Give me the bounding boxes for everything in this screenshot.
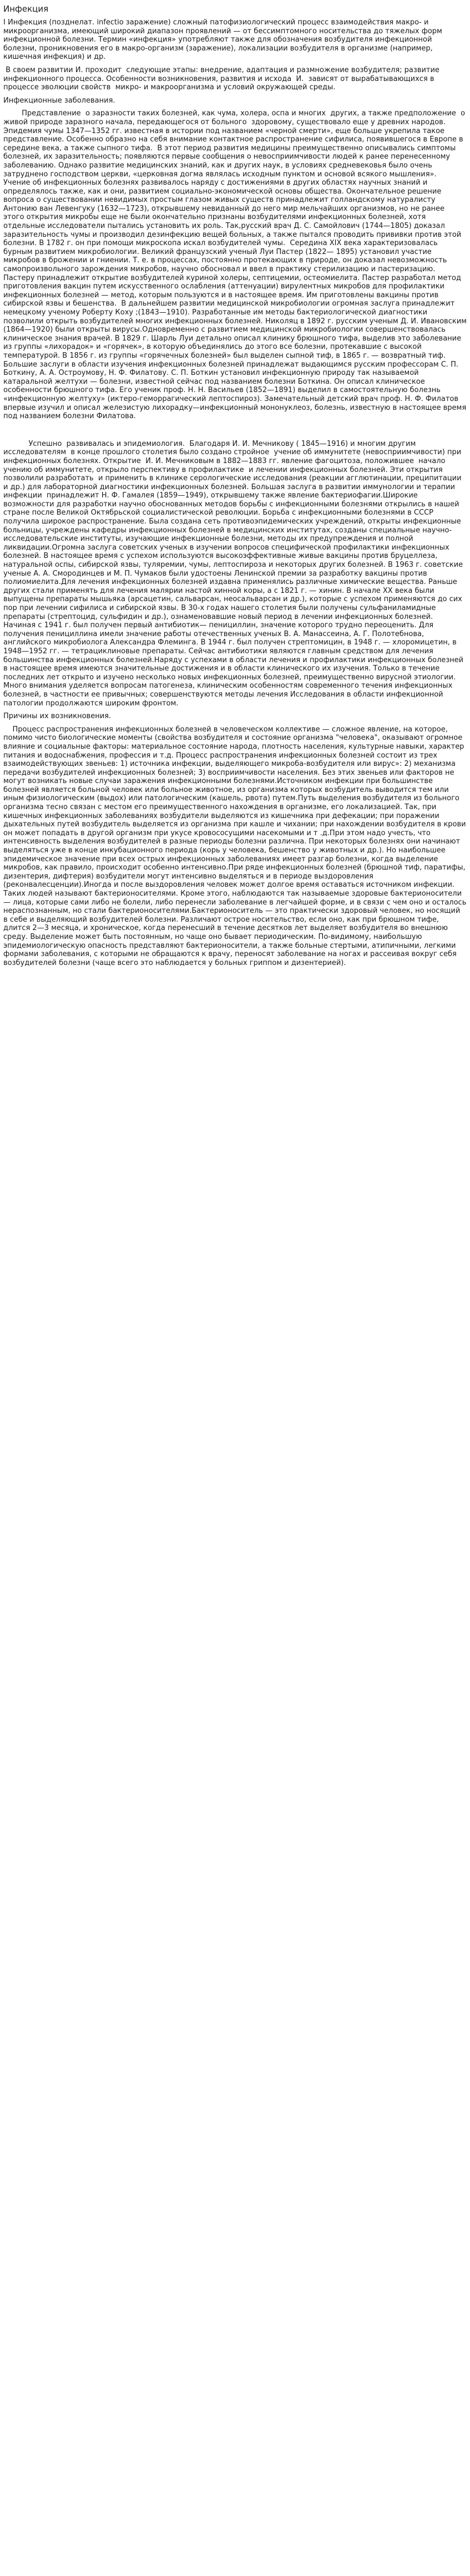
intro-paragraph: I Инфекция (позднелат. infectio заражение) сложный патофизиологический процесс взаимодействия макро- и микроорганизма, имеющий широкий диапазон проявлений — от бессимптомного носительства до тяжелых форм инфекционной болезни. Термин «инфекция» употребляют также для обозначения возбудителя инфекционной болезни, проникновения его в макро-организм (заражение), локализации возбудителя в организме (например, кишечная инфекция) и др. bbox=[3, 18, 444, 62]
spacer bbox=[3, 105, 467, 109]
history-paragraph: Представление о заразности таких болезней, как чума, холера, оспа и многих других, а также предположение о живой природе заразного начала, передающегося от больного здоровому, существовало еще у древних народов. Эпидемия чумы 1347—1352 гг. известная в истории под названием «черной смерти», еще больше укрепила такое представление. Особенно образно на себя внимание контактное распространение сифилиса, появившегося в Европе в середине века, а также сыпного тифа. В этот период развития медицины преимущественно описывались симптомы болезней, их заразительность; появляются первые сообщения о невосприимчивости людей к ранее перенесенному заболеванию. Однако развитие медицинских знаний, как и других наук, в условиях средневековья было очень затруднено господством церкви, «церковная догма являлась исходным пунктом и основой всякого мышления». Учение об инфекционных болезнях развивалось наряду с достижениями в других областях научных знаний и определялось также, как и они, развитием социально-экономической основы общества. Окончательное решение вопроса о существовании невидимых простым глазом живых существ принадлежит голландскому натуралисту Антонию ван Левенгуку (1632—1723), открывшему невиданный до него мир мельчайших организмов, но не ранее этого открытия микробы еще не были окончательно признаны возбудителями инфекционных болезней, хотя отдельные исследователи пытались установить их роль. Так,русский врач Д. С. Самойлович (1744—1805) доказал заразительность чумы и производил дезинфекцию вещей больных, а также пытался проводить прививки против этой болезни. В 1782 г. он при помощи микроскопа искал возбудителей чумы. Середина XIX века характеризовалась бурным развитием микробиологии. Великий французский ученый Луи Пастер (1822— 1895) установил участие микробов в брожении и гниении. Т. е. в процессах, постоянно протекающих в природе, он доказал невозможность самопроизвольного зарождения микробов, научно обосновал и ввел в практику стерилизацию и пастеризацию. Пастеру принадлежит открытие возбудителей куриной холеры, септицемии, остеомиелита. Пастер разработал метод приготовления вакцин путем искусственного ослабления (аттенуации) вирулентных микробов для профилактики инфекционных болезней — метод, которым пользуются и в настоящее время. Им приготовлены вакцины против сибирской язвы и бешенства. В дальнейшем развитии медицинской микробиологии огромная заслуга принадлежит немецкому ученому Роберту Коху ;(1843—1910). Разработанные им методы бактериологической диагностики позволили открыть возбудителей многих инфекционных болезней. Николяц в 1892 г. русским ученым Д. И. Ивановским (1864—1920) были открыты вирусы.Одновременно с развитием медицинской микробиологии совершенствовалась клиническое знания врачей. В 1829 г. Шарль Луи детально описал клинику брюшного тифа, выделив это заболевание из группы «лихорадок» и «горячек», в которую объединялись до этого все болезни, протекавшие с высокой температурой. В 1856 г. из группы «горячечных болезней» был выделен сыпной тиф, в 1865 г. — возвратный тиф. Большие заслуги в области изучения инфекционных болезней принадлежат выдающимся русским профессорам С. П. Боткину, А. А. Остроумову, Н. Ф. Филатову. С. П. Боткин установил инфекционную природу так называемой катаральной желтухи — болезни, известной сейчас под названием болезни Боткина. Он описал клиническое особенности брюшного тифа. Его ученик проф. Н. Н. Васильев (1852—1891) выделил в самостоятельную болезнь «инфекционную желтуху» (иктеро-геморрагический лептоспироз). Замечательный детский врач проф. Н. Ф. Филатов впервые изучил и описал железистую лихорадку—инфекционный мононуклеоз, болезнь, известную в настоящее время под названием болезни Филатова. bbox=[3, 109, 469, 421]
causes-title: Причины их возникновения. bbox=[3, 712, 112, 721]
spacer bbox=[3, 62, 467, 66]
page-title: Инфекция bbox=[3, 4, 49, 14]
stages-paragraph: В своем развитии И. проходит следующие этапы: внедрение, адаптация и размножение возбудителя; развитие инфекционного процесса. Особенности возникновения, развития и исхода И. зависят от вырабатывающихся в процессе эволюции свойств микро- и макроорганизма и условий окружающей среды. bbox=[3, 65, 444, 92]
causes-paragraph: Процесс распространения инфекционных болезней в человеческом коллективе — сложное явление, на которое, помимо чисто биологические моменты (свойства возбудителя и состояние организма "человека", оказывают огромное влияние и социальные факторы: материальное состояние народа, плотность населения, культурные навыки, характер питания и водоснабжения, профессия и т.д. Процесс распространения инфекционных болезней состоит из трех взаимодействующих звеньев: 1) источника инфекции, выделяющего микроба-возбудителя или вирус»: 2) механизма передачи возбудителей инфекционных болезней; 3) восприимчивости населения. Без этих звеньев или факторов не могут возникать новые случаи заражения инфекционными болезнями.Источником инфекции при большинстве болезней является больной человек или больное животное, из организма которых возбудитель выводится тем или иным физиологическим (выдох) или патологическим (кашель, рвота) путем.Путь выделения возбудителя из больного организма тесно связан с местом его преимущественного нахождения в организме, его локализацией. Так, при кишечных инфекционных заболеваниях возбудители выделяются из кишечника при дефекации; при поражении дыхательных путей возбудитель выделяется из организма при кашле и чихании; при нахождении возбудителя в крови он может попадать в другой организм при укусе кровососущими насекомыми и т .д.При этом надо учесть, что интенсивность выделения возбудителей в разные периоды болезни различна. При некоторых болезнях они начинают выделяться уже в конце инкубационного периода (корь у человека, бешенство у животных и др.). Но наибольшее эпидемическое значение при всех острых инфекционных заболеваниях имеет разгар болезни, когда выделение микробов, как правило, происходит особенно интенсивно.При ряде инфекционных болезней (брюшной тиф, паратифы, дизентерия, дифтерия) возбудители могут интенсивно выделяться и в периоде выздоровления (реконвалесценции).Иногда и после выздоровления человек может долгое время оставаться источником инфекции. Таких людей называют бактерионосителями. Кроме этого, наблюдаются так называемые здоровые бактерионосители — лица, которые сами либо не болели, либо перенесли заболевание в легчайшей форме, и в связи с чем оно и осталось нераспознанным, но стали бактерионосителями.Бактерионоситель — это практически здоровый человек, но носящий в себе и выделяющий возбудителей болезни. Различают острое носительство, если оно, как при брюшном тифе, длится 2—3 месяца, и хроническое, когда перенесший в течение десятков лет выделяет возбудителя во внешнюю среду. Выделение может быть постоянным, но чаще оно бывает периодическим. По-видимому, наибольшую эпидемиологическую опасность представляют бактерионосители, а также больные стертыми, атипичными, легкими формами заболевания, с которыми не обращаются к врачу, переносят заболевание на ногах и рассеивая вокруг себя возбудителей болезни (чаще всего это наблюдается у больных гриппом и дизентерией). bbox=[3, 725, 469, 967]
spacer bbox=[3, 721, 467, 725]
section-title: Инфекционные заболевания. bbox=[3, 96, 115, 105]
immunology-paragraph: Успешно развивалась и эпидемиология. Благодаря И. И. Мечникову ( 1845—1916) и многим другим исследователям в конце прошлого столетия было создано стройное учение об иммунитете (невосприимчивости) при инфекционных болезнях. Открытие И. И. Мечниковым в 1882—1883 гг. явление фагоцитоза, положившее начало учению об иммунитете, открыло перспективу в профилактике и лечении инфекционных болезней. Эти открытия позволили разработать и применить в клинике серологические исследования (реакции агглютинации, преципитации и др.) для лабораторной диагностики инфекционных болезней. Большая заслуга в развитии иммунологии и терапии инфекции принадлежит Н. Ф. Гамалея (1859—1949), открывшему также явление бактериофагии.Широкие возможности для разработки научно обоснованных методов борьбы с инфекционными болезнями открылись в нашей стране после Великой Октябрьской социалистической революции. Борьба с инфекционными болезнями в СССР получила широкое распространение. Была создана сеть противоэпидемических учреждений, открыты инфекционные больницы, учреждены кафедры инфекционных болезней в медицинских институтах, созданы специальные научно-исследовательские институты, изучающие инфекционные болезни, методы их предупреждения и полной ликвидации.Огромна заслуга советских ученых в изучении вопросов специфической профилактики инфекционных болезней. В настоящее время с успехом используются высокоэффективные живые вакцины против бруцеллеза, натуральной оспы, сибирской язвы, туляремии, чумы, лептоспироза и некоторых других болезней. В 1963 г. советские ученые А. А. Смородинцев и М. П. Чумаков были удостоены Ленинской премии за разработку вакцины против полиомиелита.Для лечения инфекционных болезней издавна применялись различные химические вещества. Раньше других стали применять для лечения малярии настой хинной коры, а с 1821 г. — хинин. В начале XX века были выпущены препараты мышьяка (арсацетин, сальварсан, неосальварсан и др.), которые с успехом применяются до сих пор при лечении сифилиса и сибирской язвы. В 30-х годах нашего столетия были получены сульфаниламидные препараты (стрептоцид, сульфидин и др.), ознаменовавшие новый период в лечении инфекционных болезней. Начиная с 1941 г. был получен первый антибиотик— пенициллин, значение которого трудно переоценить. Для получения пенициллина имели значение работы отечественных ученых В. А. Манассеина, А. Г. Полотебнова, английского микробиолога Александра Флеминга. В 1944 г. был получен стрептомицин, в 1948 г. — хлоромицетин, в 1948—1952 гг. — тетрациклиновые препараты. Сейчас антибиотики являются главным средством для лечения большинства инфекционных болезней.Наряду с успехами в области лечения и профилактики инфекционных болезней в настоящее время имеются значительные достижения и в области клинического их изучения. Только в течение последних лет открыто и изучено несколько новых инфекционных болезней, преимущественно вирусной этиологии. Много внимания уделяется вопросам патогенеза, клиническим особенностям современного течения инфекционных болезней, в частности ее привычных; совершенствуются методы лечения Исследования в области инфекционной патологии продолжаются широким фронтом. bbox=[3, 439, 466, 708]
spacer bbox=[3, 708, 467, 712]
spacer bbox=[3, 421, 467, 440]
spacer bbox=[3, 92, 467, 96]
